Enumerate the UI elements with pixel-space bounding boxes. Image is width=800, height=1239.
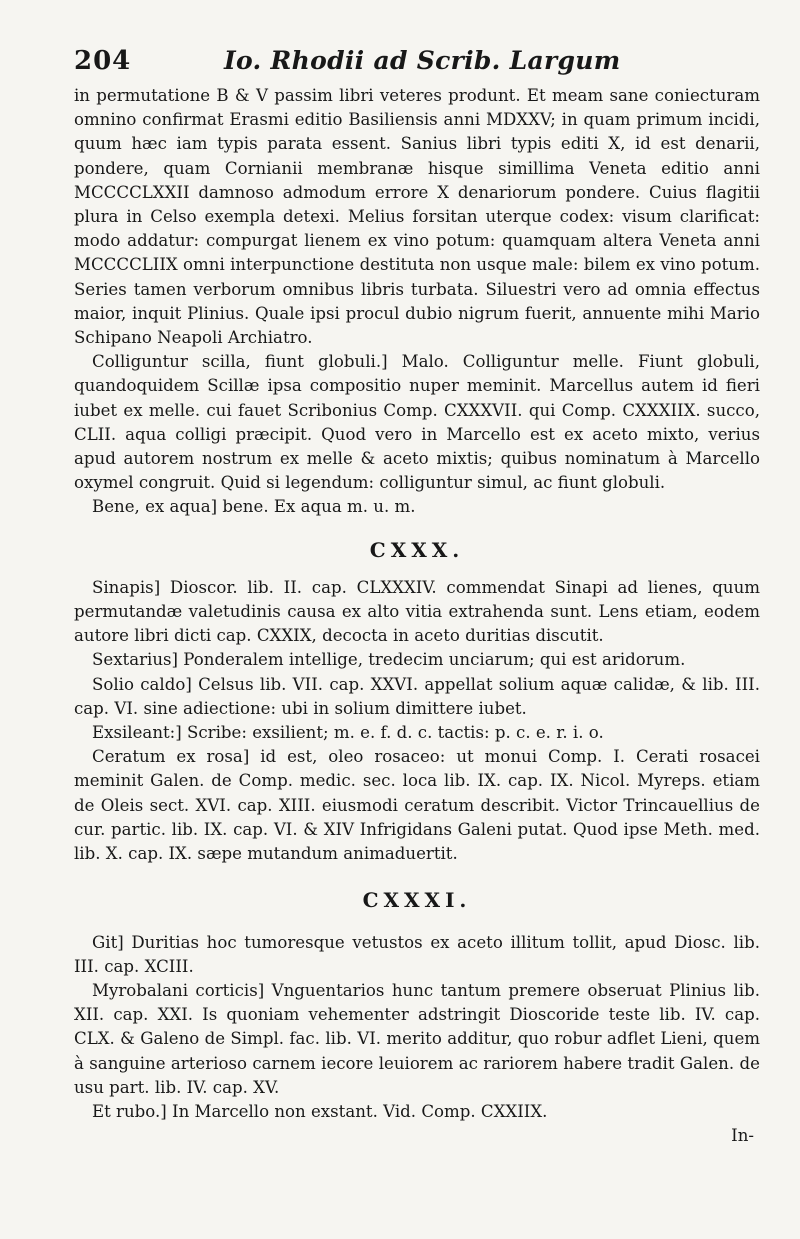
body-text [74, 84, 760, 1148]
paragraph: Et rubo.] In Marcello non exstant. Vid. Comp. CXXIIX. [92, 1101, 548, 1121]
paragraph: in permutatione B & V passim libri veteres produnt. Et meam sane coniecturam omnino confirmat Erasmi editio Basiliensis anni MDXXV; in quam primum incidi, quum hæc iam typis parata essent. Sanius libri typis editi X, id est denarii, pondere, quam Cornianii membranæ hisque simillima Veneta editio anni MCCCCLXXII damnoso admodum errore X denariorum pondere. Cuius flagitii plura in Celso exempla detexi. Melius forsitan uterque codex: visum clarificat: modo addatur: compurgat lienem ex vino potum: quamquam altera Veneta anni MCCCCLIIX omni interpunctione destituta non usque male: bilem ex vino potum. Series tamen verborum omnibus libris turbata. Siluestri vero ad omnia effectus maior, inquit Plinius. Quale ipsi procul dubio nigrum fuerit, annuente mihi Mario Schipano Neapoli Archiatro. [74, 86, 760, 348]
paragraph: Sinapis] Dioscor. lib. II. cap. CLXXXIV. commendat Sinapi ad lienes, quum permutandæ valetudinis causa ex alto vitia extrahenda sunt. Lens etiam, eodem autore libri dicti cap. CXXIX, decocta in aceto duritias discutit. [74, 577, 760, 646]
paragraph: Sextarius] Ponderalem intellige, tredecim unciarum; qui est aridorum. [92, 650, 686, 670]
section-heading: CXXXI. [362, 888, 472, 913]
paragraph: Exsileant:] Scribe: exsilient; m. e. f. d. c. tactis: p. c. e. r. i. o. [92, 723, 604, 743]
running-head: Io. Rhodii ad Scrib. Largum [224, 46, 621, 75]
page-number: 204 [74, 46, 132, 76]
paragraph: Bene, ex aqua] bene. Ex aqua m. u. m. [92, 497, 416, 517]
paragraph: Myrobalani corticis] Vnguentarios hunc tantum premere obseruat Plinius lib. XII. cap. XXI. Is quoniam vehementer adstringit Dioscoride teste lib. IV. cap. CLX. & Galeno de Simpl. fac. lib. VI. merito additur, quo robur adflet Lieni, quem à sanguine arterioso carnem iecore leuiorem ac rariorem habere tradit Galen. de usu part. lib. IV. cap. XV. [74, 980, 760, 1097]
catchword: In- [731, 1126, 754, 1146]
paragraph: Colliguntur scilla, fiunt globuli.] Malo. Colliguntur melle. Fiunt globuli, quandoquidem Scillæ ipsa compositio nuper meminit. Marcellus autem id fieri iubet ex melle. cui fauet Scribonius Comp. CXXXVII. qui Comp. CXXXIIX. succo, CLII. aqua colligi præcipit. Quod vero in Marcello est ex aceto mixto, verius apud autorem nostrum ex melle & aceto mixtis; quibus nominatum à Marcello oxymel congruit. Quid si legendum: colliguntur simul, ac fiunt globuli. [74, 352, 760, 493]
paragraph: Solio caldo] Celsus lib. VII. cap. XXVI. appellat solium aquæ calidæ, & lib. III. cap. VI. sine adiectione: ubi in solium dimittere iubet. [74, 674, 760, 718]
paragraph: Ceratum ex rosa] id est, oleo rosaceo: ut monui Comp. I. Cerati rosacei meminit Galen. de Comp. medic. sec. loca lib. IX. cap. IX. Nicol. Myreps. etiam de Oleis sect. XVI. cap. XIII. eiusmodi ceratum describit. Victor Trincauellius de cur. partic. lib. IX. cap. VI. & XIV Infrigidans Galeni putat. Quod ipse Meth. med. lib. X. cap. IX. sæpe mutandum animaduertit. [74, 747, 760, 864]
section-heading: CXXX. [369, 537, 465, 562]
paragraph: Git] Duritias hoc tumoresque vetustos ex aceto illitum tollit, apud Diosc. lib. III. cap. XCIII. [74, 932, 760, 976]
page-header [74, 46, 760, 84]
